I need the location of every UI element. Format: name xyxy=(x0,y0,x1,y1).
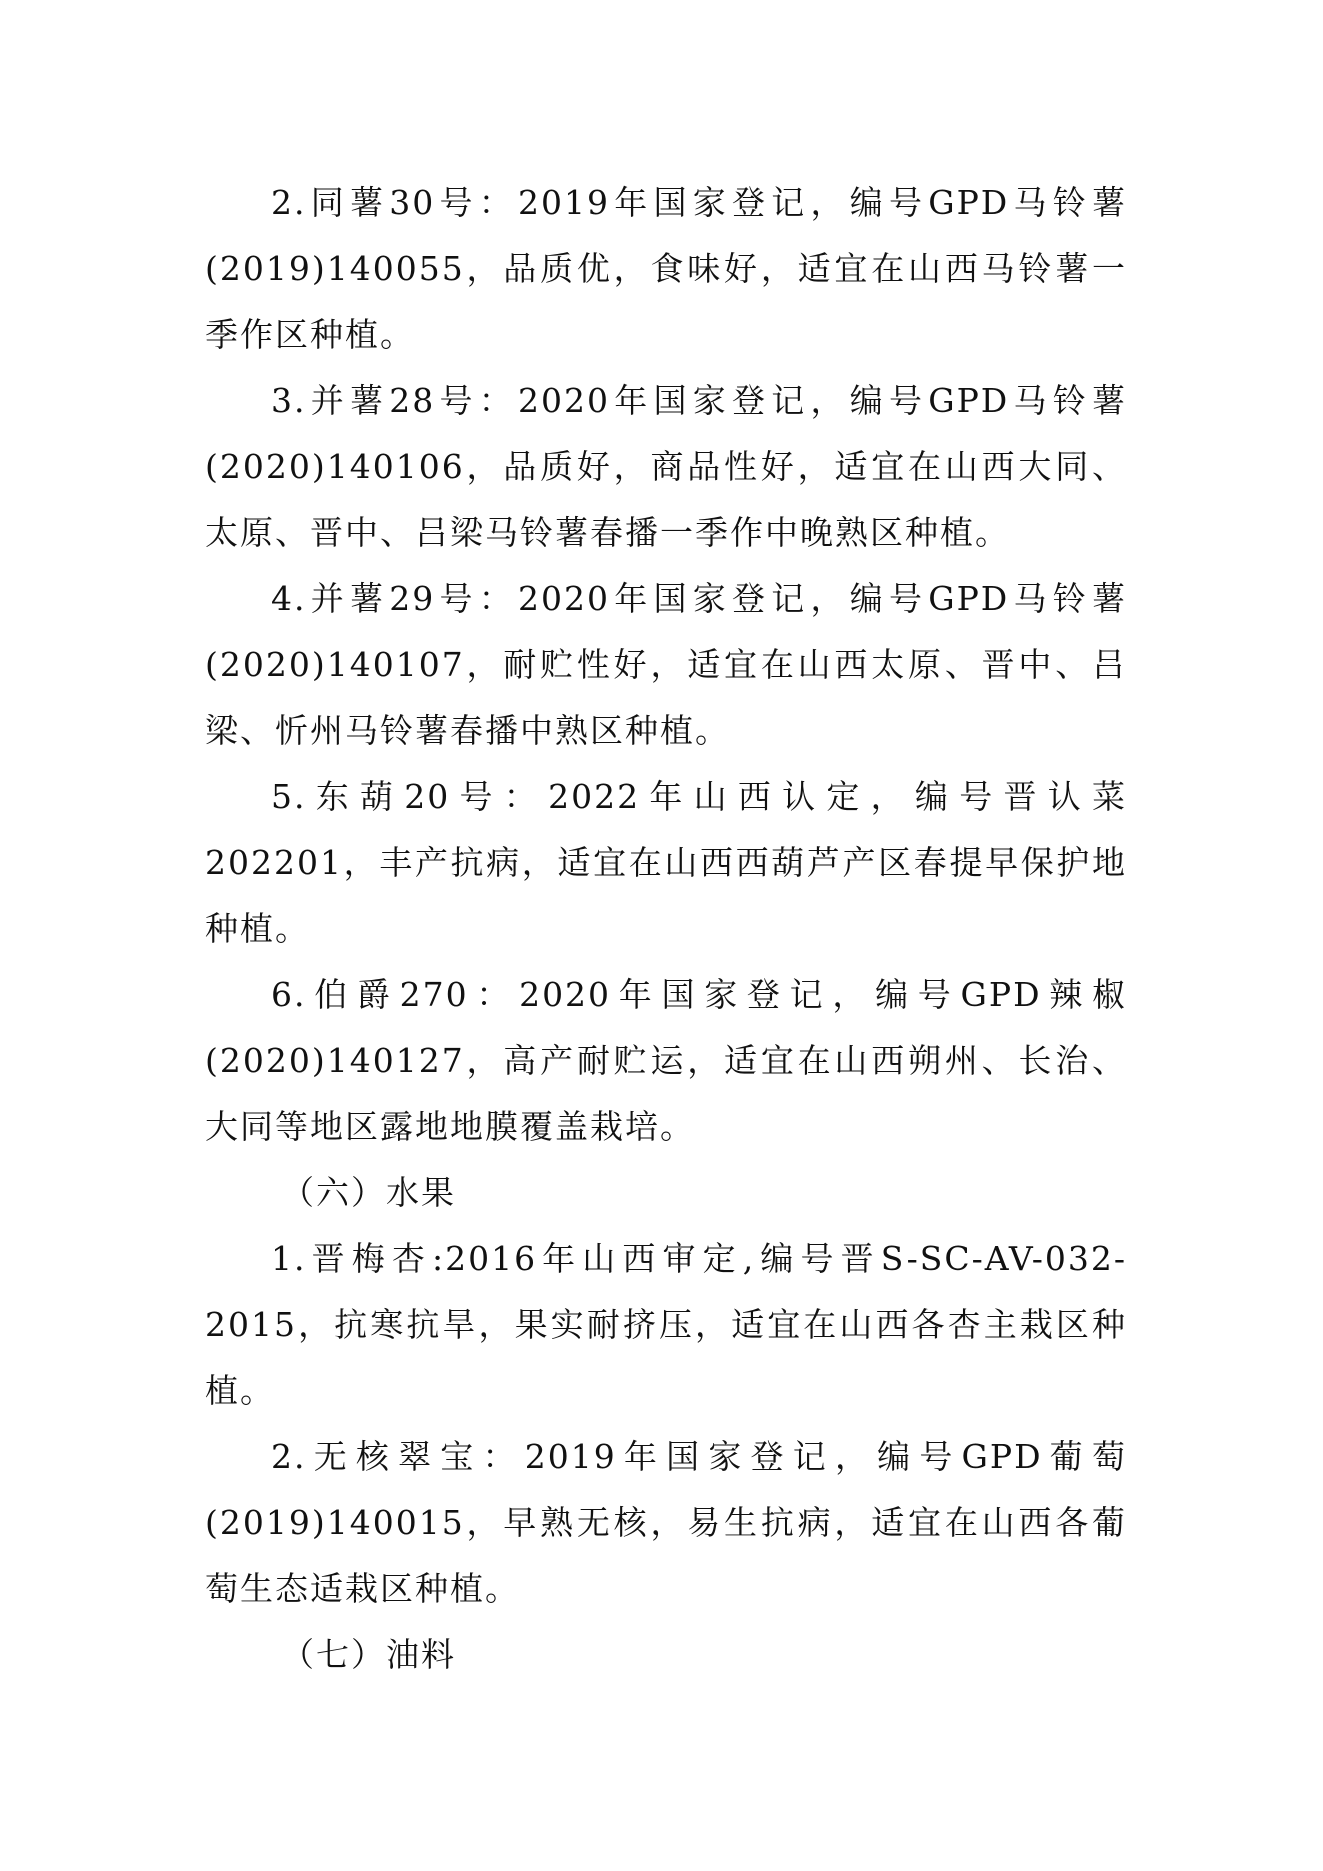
paragraph-wuhe-cuibao: 2.无核翠宝：2019年国家登记，编号GPD葡萄(2019)140015，早熟无核，易生抗病，适宜在山西各葡萄生态适栽区种植。 xyxy=(205,1437,1127,1608)
paragraph-tongshu-30: 2.同薯30号：2019年国家登记，编号GPD马铃薯(2019)140055，品质优，食味好，适宜在山西马铃薯一季作区种植。 xyxy=(205,183,1127,354)
paragraph-donghu-20: 5.东葫20号：2022年山西认定，编号晋认菜202201，丰产抗病，适宜在山西西葫芦产区春提早保护地种植。 xyxy=(205,777,1127,948)
paragraph-bojue-270: 6.伯爵270：2020年国家登记，编号GPD辣椒(2020)140127，高产耐贮运，适宜在山西朔州、长治、大同等地区露地地膜覆盖栽培。 xyxy=(205,975,1127,1146)
paragraph-bingshu-28: 3.并薯28号：2020年国家登记，编号GPD马铃薯(2020)140106，品质好，商品性好，适宜在山西大同、太原、晋中、吕梁马铃薯春播一季作中晚熟区种植。 xyxy=(205,381,1127,552)
document-page xyxy=(205,170,1127,1688)
section-heading-oilseed: （七）油料 xyxy=(281,1635,456,1674)
paragraph-jinmeixing: 1.晋梅杏:2016年山西审定,编号晋S-SC-AV-032-2015，抗寒抗旱，果实耐挤压，适宜在山西各杏主栽区种植。 xyxy=(205,1239,1127,1410)
section-heading-fruit: （六）水果 xyxy=(281,1173,456,1212)
paragraph-bingshu-29: 4.并薯29号：2020年国家登记，编号GPD马铃薯(2020)140107，耐贮性好，适宜在山西太原、晋中、吕梁、忻州马铃薯春播中熟区种植。 xyxy=(205,579,1127,750)
